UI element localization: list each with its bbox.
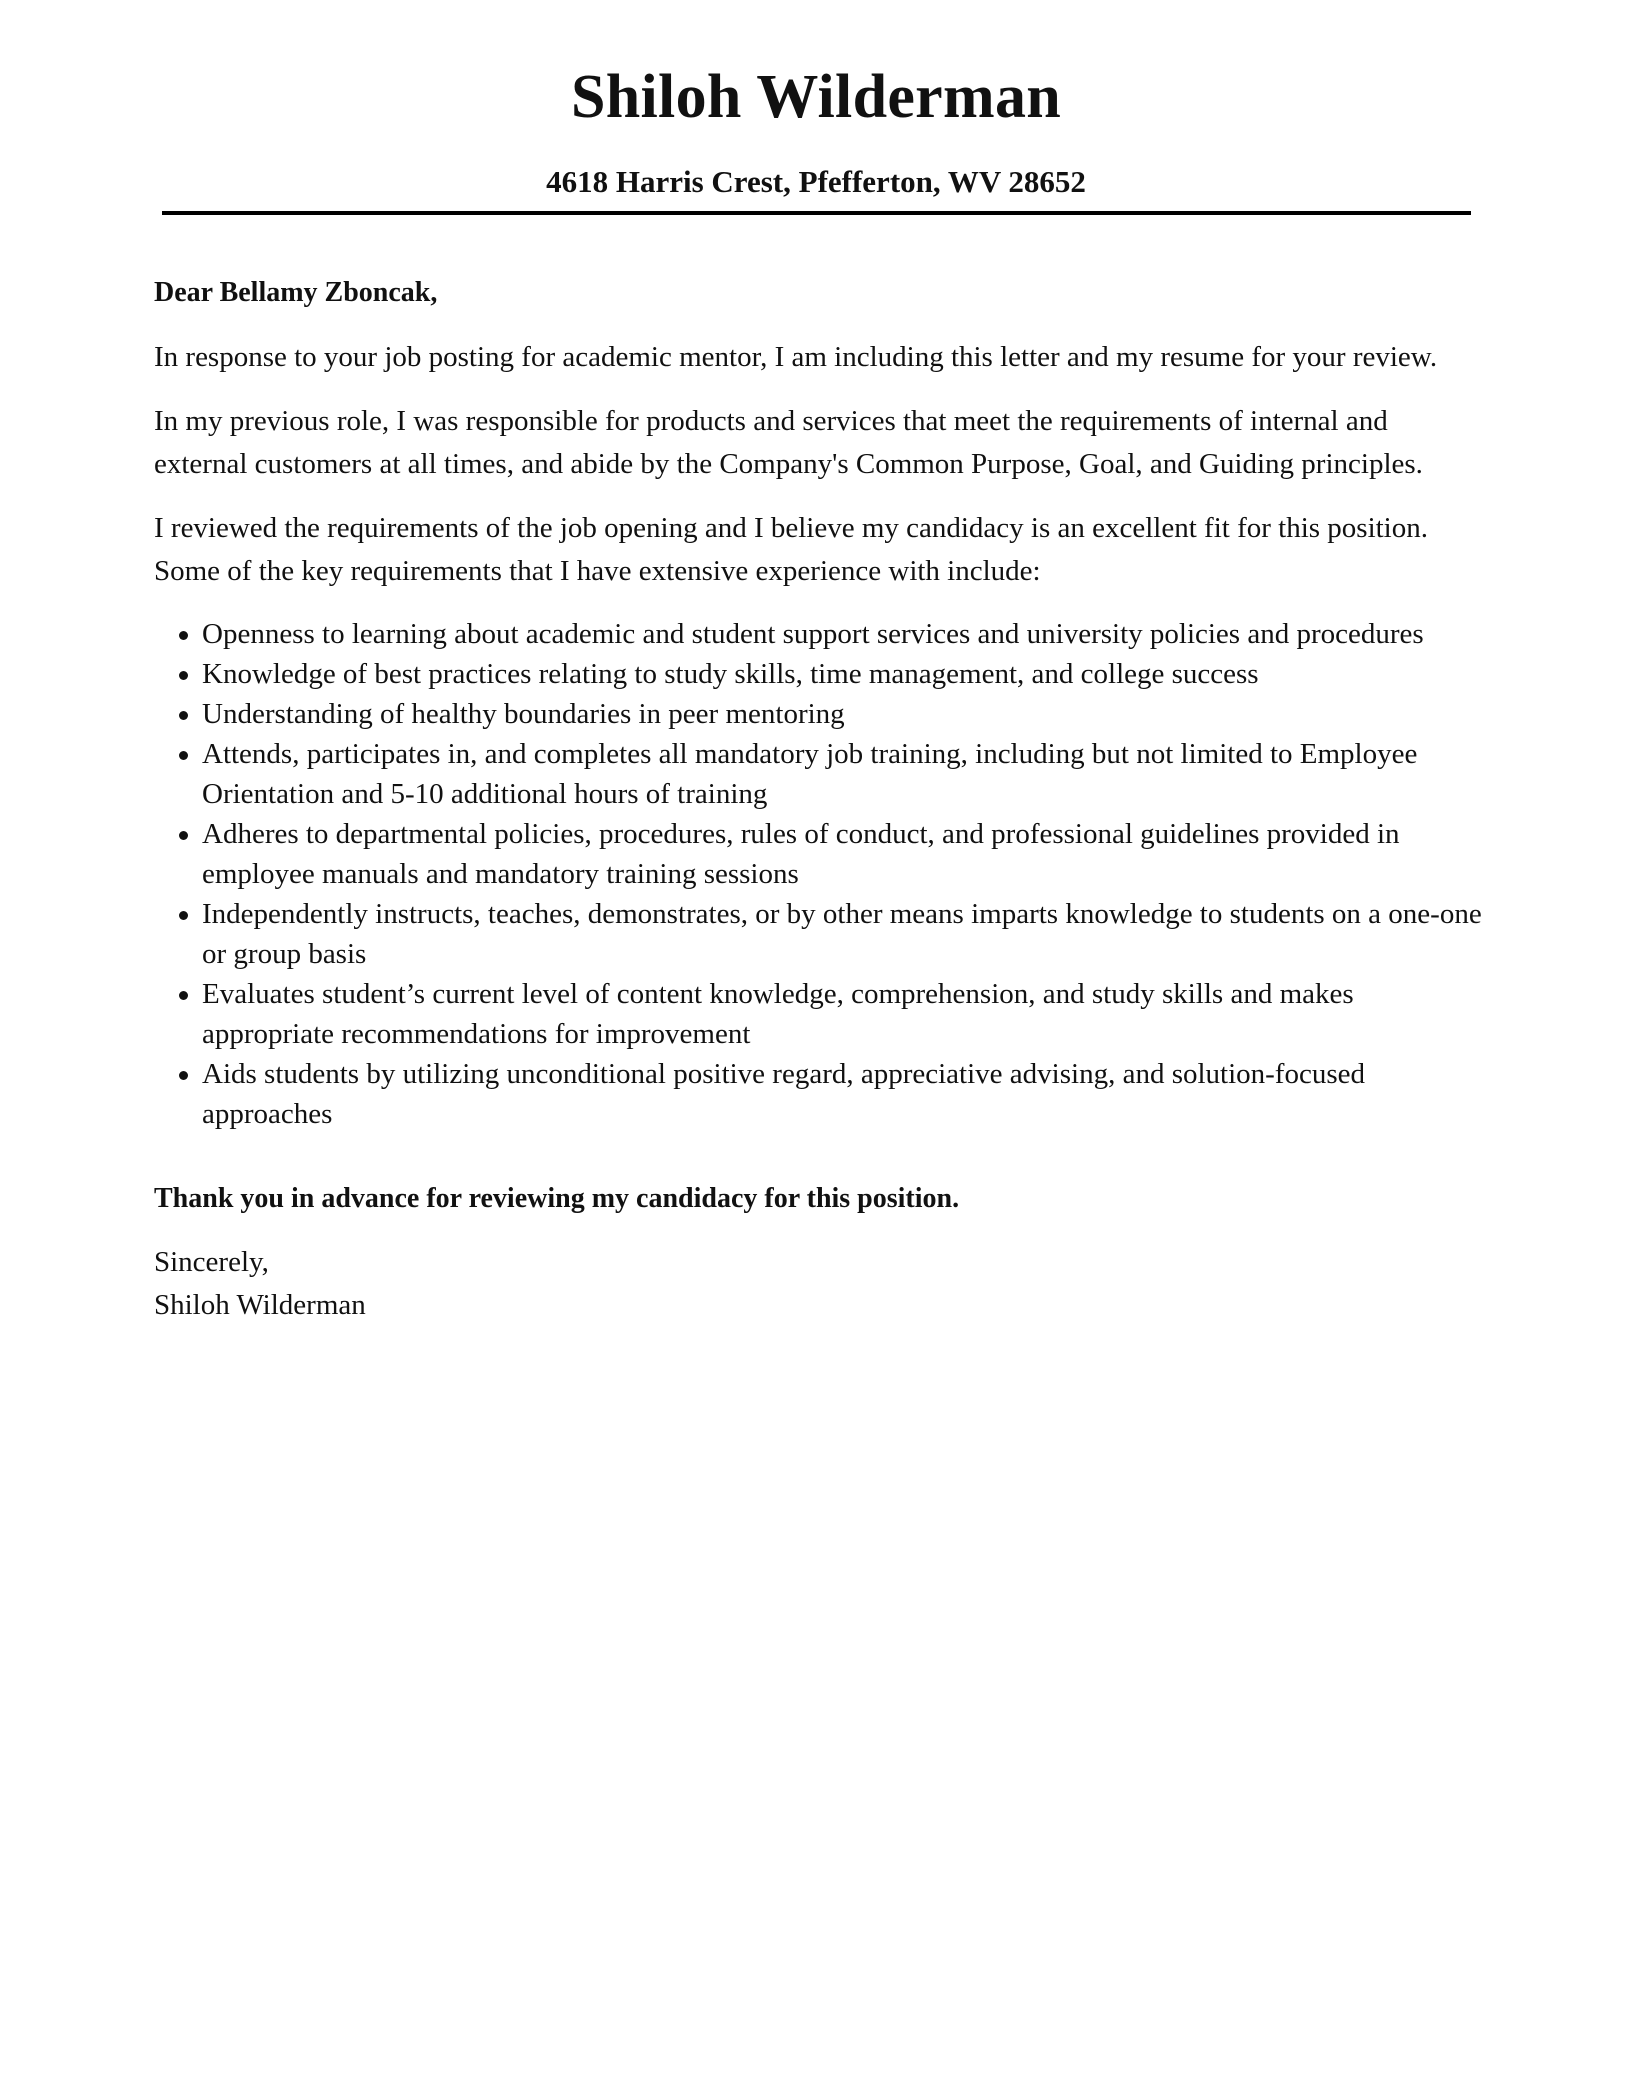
list-item-text: Evaluates student’s current level of content knowledge, comprehension, and study skills and makes appropriate recommendations for improvement (202, 978, 1354, 1050)
sender-address: 4618 Harris Crest, Pfefferton, WV 28652 (546, 164, 1086, 199)
requirements-intro-paragraph: I reviewed the requirements of the job opening and I believe my candidacy is an excellent fit for this position. Some of the key requirements that I have extensive experience with include: (154, 512, 1428, 587)
header-divider (162, 211, 1471, 215)
bullet-icon (179, 1071, 188, 1080)
previous-role-paragraph: In my previous role, I was responsible for products and services that meet the requirements of internal and external customers at all times, and abide by the Company's Common Purpose, Goal, and Guiding principles. (154, 405, 1423, 480)
closing: Sincerely, (154, 1246, 269, 1278)
bullet-icon (179, 671, 188, 680)
thank-you-line: Thank you in advance for reviewing my candidacy for this position. (154, 1183, 960, 1214)
letter-body (154, 271, 1484, 1327)
list-item (154, 974, 1484, 1054)
bullet-icon (179, 991, 188, 1000)
bullet-icon (179, 751, 188, 760)
bullet-icon (179, 631, 188, 640)
sender-name: Shiloh Wilderman (570, 63, 1062, 131)
list-item-text: Understanding of healthy boundaries in peer mentoring (202, 698, 845, 730)
list-item (154, 1054, 1484, 1134)
letter-header (0, 58, 1632, 199)
list-item (154, 694, 1484, 734)
bullet-icon (179, 911, 188, 920)
list-item-text: Aids students by utilizing unconditional positive regard, appreciative advising, and solution-focused approaches (202, 1058, 1365, 1130)
intro-paragraph: In response to your job posting for academic mentor, I am including this letter and my resume for your review. (154, 341, 1438, 373)
list-item (154, 814, 1484, 894)
list-item-text: Independently instructs, teaches, demonstrates, or by other means imparts knowledge to students on a one-one or group basis (202, 898, 1482, 970)
greeting: Dear Bellamy Zboncak, (154, 277, 438, 308)
bullet-icon (179, 831, 188, 840)
list-item-text: Knowledge of best practices relating to study skills, time management, and college success (202, 658, 1259, 690)
list-item-text: Attends, participates in, and completes all mandatory job training, including but not limited to Employee Orientation and 5-10 additional hours of training (202, 738, 1418, 810)
list-item-text: Adheres to departmental policies, procedures, rules of conduct, and professional guidelines provided in employee manuals and mandatory training sessions (202, 818, 1400, 890)
list-item-text: Openness to learning about academic and student support services and university policies and procedures (202, 618, 1424, 650)
list-item (154, 894, 1484, 974)
bullet-icon (179, 711, 188, 720)
list-item (154, 734, 1484, 814)
requirements-list (154, 614, 1484, 1134)
signature: Shiloh Wilderman (154, 1289, 366, 1321)
list-item (154, 614, 1484, 654)
list-item (154, 654, 1484, 694)
